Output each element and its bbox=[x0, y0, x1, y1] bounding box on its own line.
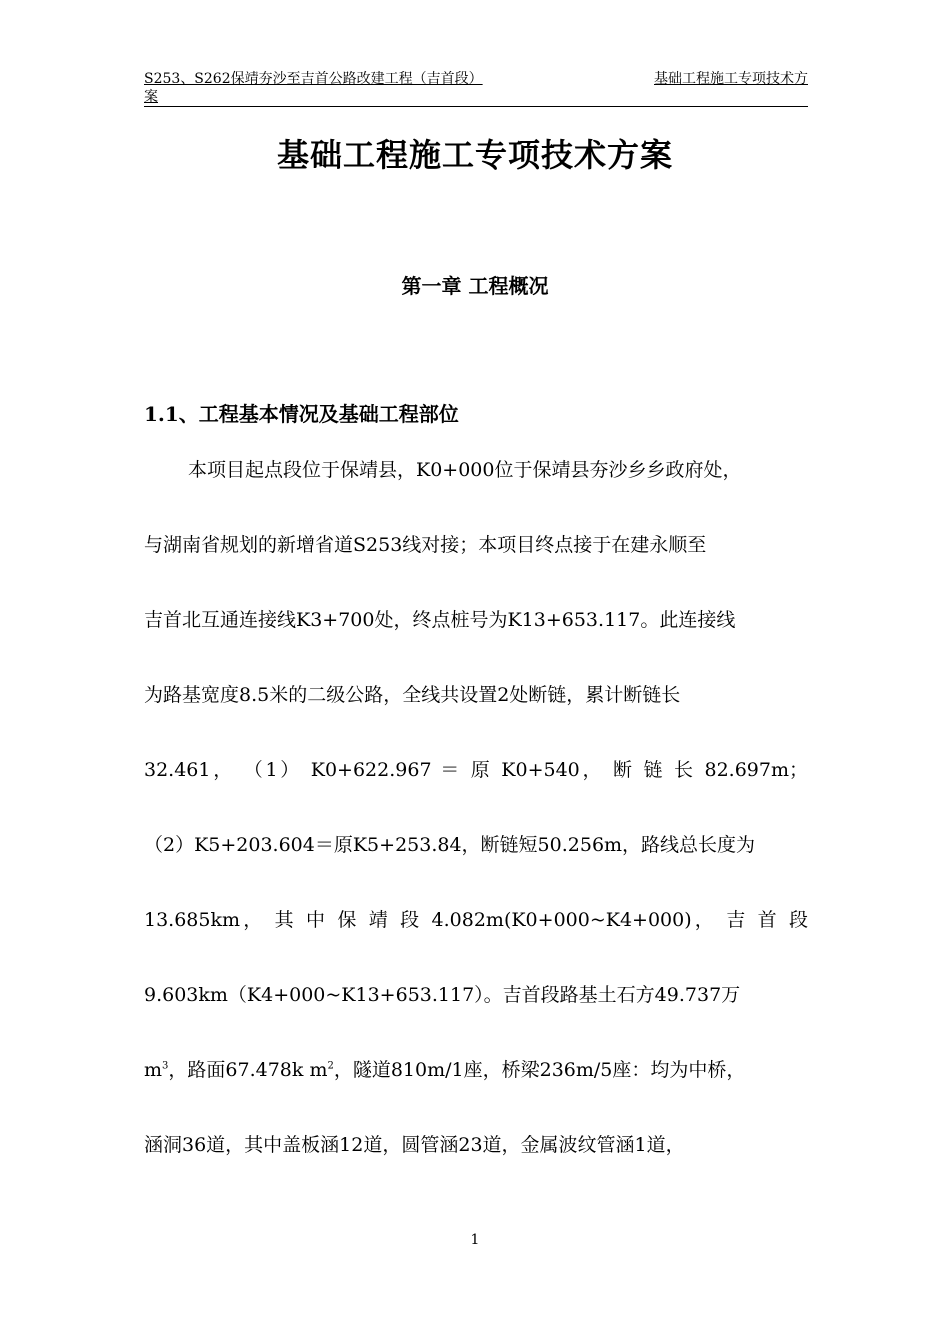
chapter-heading: 第一章 工程概况 bbox=[401, 274, 549, 298]
body-text-segment: ，路面67.478k m bbox=[168, 1059, 328, 1081]
body-line: 吉首北互通连接线K3+700处，终点桩号为K13+653.117。此连接线 bbox=[144, 609, 736, 631]
body-text-segment: m bbox=[144, 1059, 163, 1081]
body-paragraph bbox=[144, 452, 808, 1202]
superscript-square: 2 bbox=[327, 1060, 334, 1072]
header-document-name-continued: 案 bbox=[144, 89, 158, 105]
document-title: 基础工程施工专项技术方案 bbox=[276, 136, 673, 174]
page-number: 1 bbox=[470, 1232, 480, 1248]
header-line bbox=[144, 70, 808, 88]
body-line: （2）K5+203.604＝原K5+253.84，断链短50.256m，路线总长度为 bbox=[144, 834, 756, 856]
header-document-name: 基础工程施工专项技术方 bbox=[654, 71, 808, 87]
body-line: 涵洞36道，其中盖板涵12道，圆管涵23道，金属波纹管涵1道， bbox=[144, 1134, 685, 1156]
body-line: 32.461， （1） K0+622.967 ＝ 原 K0+540， 断 链 长 82.697m； bbox=[144, 759, 808, 781]
body-line: 9.603km（K4+000~K13+653.117）。吉首段路基土石方49.737万 bbox=[144, 984, 741, 1006]
body-line bbox=[144, 1052, 808, 1127]
section-heading: 1.1、工程基本情况及基础工程部位 bbox=[144, 402, 459, 426]
superscript-cubic: 3 bbox=[162, 1060, 169, 1072]
body-line: 13.685km， 其 中 保 靖 段 4.082m(K0+000~K4+000)， 吉 首 段 bbox=[144, 909, 808, 931]
body-line: 为路基宽度8.5米的二级公路，全线共设置2处断链，累计断链长 bbox=[144, 684, 681, 706]
body-line: 本项目起点段位于保靖县，K0+000位于保靖县夯沙乡乡政府处， bbox=[188, 459, 742, 481]
running-header bbox=[144, 70, 808, 107]
body-line: 与湖南省规划的新增省道S253线对接；本项目终点接于在建永顺至 bbox=[144, 534, 707, 556]
body-text-segment: ，隧道810m/1座，桥梁236m/5座：均为中桥， bbox=[333, 1059, 746, 1081]
header-project-name: S253、S262保靖夯沙至吉首公路改建工程（吉首段） bbox=[144, 71, 483, 87]
